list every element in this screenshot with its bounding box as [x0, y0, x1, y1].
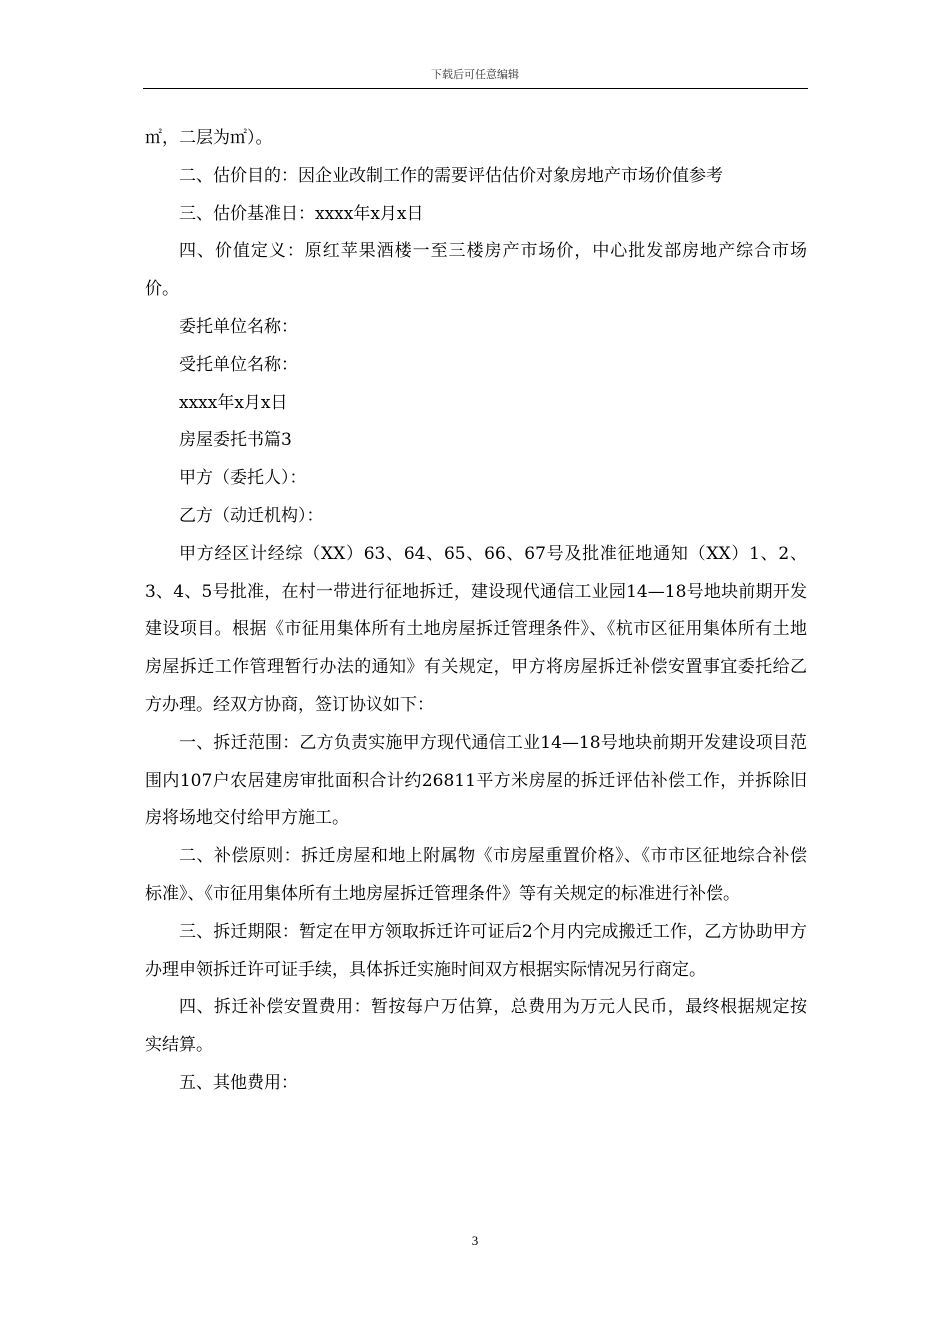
paragraph: 乙方（动迁机构）： [179, 505, 324, 526]
paragraph: 二、补偿原则：拆迁房屋和地上附属物《市房屋重置价格》、《市市区征地综合补偿标准》、《市征用集体所有土地房屋拆迁管理条件》等有关规定的标准进行补偿。 [145, 846, 807, 904]
header-divider [143, 88, 808, 89]
section-title: 房屋委托书篇3 [179, 430, 292, 451]
paragraph: 二、估价目的：因企业改制工作的需要评估估价对象房地产市场价值参考 [179, 165, 723, 186]
paragraph: 三、估价基准日：xxxx年x月x日 [179, 203, 424, 224]
paragraph: 甲方经区计经综（XX）63、64、65、66、67号及批准征地通知（XX）1、2、3、4、5号批准，在村一带进行征地拆迁，建设现代通信工业园14—18号地块前期开发建设项目。根据《市征用集体所有土地房屋拆迁管理条件》、《杭市区征用集体所有土地房屋拆迁工作管理暂行办法的通知》有关规定，甲方将房屋拆迁补偿安置事宜委托给乙方办理。经双方协商，签订协议如下： [145, 543, 807, 715]
header-note: 下载后可任意编辑 [431, 68, 519, 81]
paragraph: 一、拆迁范围：乙方负责实施甲方现代通信工业14—18号地块前期开发建设项目范围内107户农居建房审批面积合计约26811平方米房屋的拆迁评估补偿工作，并拆除旧房将场地交付给甲方施工。 [145, 732, 807, 829]
paragraph: 五、其他费用： [179, 1072, 298, 1093]
paragraph: 四、拆迁补偿安置费用：暂按每户万估算，总费用为万元人民币，最终根据规定按实结算。 [145, 997, 807, 1056]
paragraph: ㎡，二层为㎡）。 [145, 128, 273, 148]
paragraph: xxxx年x月x日 [179, 392, 288, 413]
paragraph: 三、拆迁期限：暂定在甲方领取拆迁许可证后2个月内完成搬迁工作，乙方协助甲方办理申领拆迁许可证手续，具体拆迁实施时间双方根据实际情况另行商定。 [145, 921, 807, 980]
page-number: 3 [471, 1233, 479, 1248]
paragraph: 受托单位名称： [179, 354, 298, 375]
document-body [145, 120, 807, 1103]
paragraph: 四、价值定义：原红苹果酒楼一至三楼房产市场价，中心批发部房地产综合市场价。 [145, 241, 807, 300]
paragraph: 委托单位名称： [179, 316, 298, 337]
paragraph: 甲方（委托人）： [179, 468, 307, 489]
